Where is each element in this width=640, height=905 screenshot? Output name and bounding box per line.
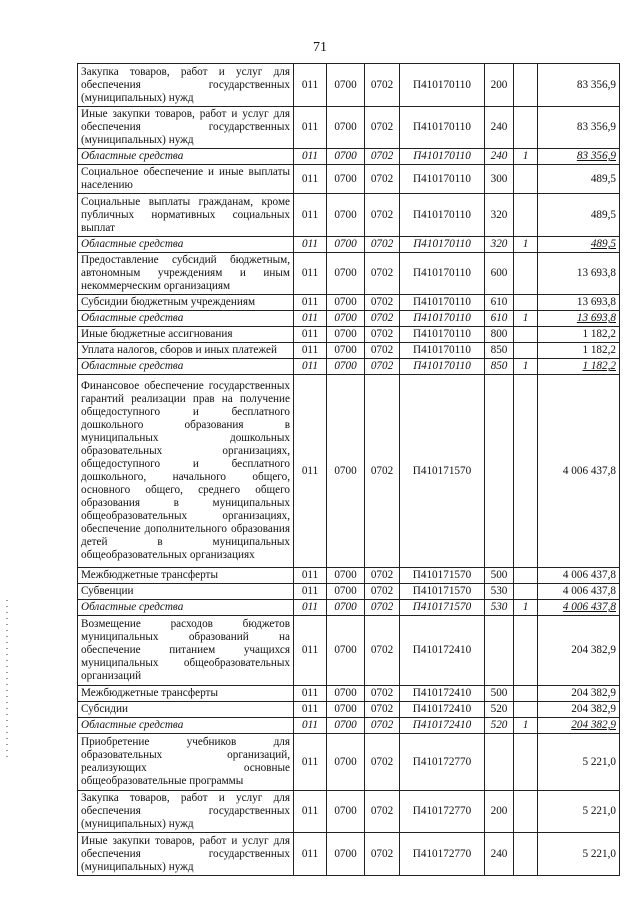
target-article-cell: П410172410 bbox=[400, 718, 485, 734]
source-cell bbox=[514, 64, 538, 107]
row-name-cell: Приобретение учебников для образовательных организаций, реализующих основные общеобразовательные программы bbox=[78, 734, 294, 791]
expense-type-cell bbox=[485, 375, 514, 568]
subsection-code-cell: 0702 bbox=[365, 343, 400, 359]
expense-type-cell: 320 bbox=[485, 194, 514, 237]
amount-cell: 489,5 bbox=[538, 194, 620, 237]
source-cell bbox=[514, 295, 538, 311]
amount-cell: 83 356,9 bbox=[538, 64, 620, 107]
expense-type-cell bbox=[485, 616, 514, 686]
expense-type-cell: 500 bbox=[485, 686, 514, 702]
section-code-cell: 0700 bbox=[327, 833, 365, 876]
section-code-cell: 0700 bbox=[327, 253, 365, 295]
ministry-code-cell: 011 bbox=[294, 718, 327, 734]
source-cell bbox=[514, 584, 538, 600]
source-cell bbox=[514, 327, 538, 343]
amount-cell: 5 221,0 bbox=[538, 791, 620, 833]
subsection-code-cell: 0702 bbox=[365, 359, 400, 375]
source-cell: 1 bbox=[514, 359, 538, 375]
expense-type-cell: 850 bbox=[485, 359, 514, 375]
target-article-cell: П410171570 bbox=[400, 600, 485, 616]
subsection-code-cell: 0702 bbox=[365, 327, 400, 343]
expense-type-cell bbox=[485, 734, 514, 791]
source-cell bbox=[514, 702, 538, 718]
target-article-cell: П410170110 bbox=[400, 359, 485, 375]
target-article-cell: П410172770 bbox=[400, 833, 485, 876]
subsection-code-cell: 0702 bbox=[365, 584, 400, 600]
row-name-cell: Предоставление субсидий бюджетным, автономным учреждениям и иным некоммерческим организациям bbox=[78, 253, 294, 295]
table-body bbox=[78, 64, 620, 876]
section-code-cell: 0700 bbox=[327, 327, 365, 343]
expense-type-cell: 320 bbox=[485, 237, 514, 253]
table-row bbox=[78, 686, 620, 702]
section-code-cell: 0700 bbox=[327, 64, 365, 107]
expense-type-cell: 200 bbox=[485, 791, 514, 833]
expense-type-cell: 610 bbox=[485, 311, 514, 327]
section-code-cell: 0700 bbox=[327, 311, 365, 327]
ministry-code-cell: 011 bbox=[294, 165, 327, 194]
ministry-code-cell: 011 bbox=[294, 311, 327, 327]
table-row bbox=[78, 718, 620, 734]
source-cell bbox=[514, 194, 538, 237]
source-cell bbox=[514, 165, 538, 194]
amount-cell: 83 356,9 bbox=[538, 149, 620, 165]
ministry-code-cell: 011 bbox=[294, 375, 327, 568]
ministry-code-cell: 011 bbox=[294, 194, 327, 237]
table-row bbox=[78, 149, 620, 165]
table-row bbox=[78, 343, 620, 359]
row-name-cell: Иные закупки товаров, работ и услуг для обеспечения государственных (муниципальных) нужд bbox=[78, 107, 294, 149]
target-article-cell: П410172770 bbox=[400, 791, 485, 833]
table-row bbox=[78, 584, 620, 600]
target-article-cell: П410171570 bbox=[400, 584, 485, 600]
row-name-cell: Уплата налогов, сборов и иных платежей bbox=[78, 343, 294, 359]
row-name-cell: Иные закупки товаров, работ и услуг для обеспечения государственных (муниципальных) нужд bbox=[78, 833, 294, 876]
target-article-cell: П410172770 bbox=[400, 734, 485, 791]
subsection-code-cell: 0702 bbox=[365, 194, 400, 237]
row-name-cell: Областные средства bbox=[78, 359, 294, 375]
expense-type-cell: 530 bbox=[485, 600, 514, 616]
subsection-code-cell: 0702 bbox=[365, 833, 400, 876]
section-code-cell: 0700 bbox=[327, 791, 365, 833]
page-number: 71 bbox=[313, 40, 327, 55]
section-code-cell: 0700 bbox=[327, 734, 365, 791]
row-name-cell: Закупка товаров, работ и услуг для обеспечения государственных (муниципальных) нужд bbox=[78, 64, 294, 107]
target-article-cell: П410172410 bbox=[400, 702, 485, 718]
table-row bbox=[78, 600, 620, 616]
amount-cell: 204 382,9 bbox=[538, 702, 620, 718]
section-code-cell: 0700 bbox=[327, 718, 365, 734]
subsection-code-cell: 0702 bbox=[365, 237, 400, 253]
subsection-code-cell: 0702 bbox=[365, 165, 400, 194]
section-code-cell: 0700 bbox=[327, 702, 365, 718]
ministry-code-cell: 011 bbox=[294, 616, 327, 686]
expense-type-cell: 200 bbox=[485, 64, 514, 107]
table-row bbox=[78, 194, 620, 237]
row-name-cell: Социальное обеспечение и иные выплаты населению bbox=[78, 165, 294, 194]
target-article-cell: П410170110 bbox=[400, 327, 485, 343]
subsection-code-cell: 0702 bbox=[365, 734, 400, 791]
row-name-cell: Возмещение расходов бюджетов муниципальных образований на обеспечение питанием учащихся муниципальных общеобразовательных организаций bbox=[78, 616, 294, 686]
row-name-cell: Межбюджетные трансферты bbox=[78, 568, 294, 584]
amount-cell: 13 693,8 bbox=[538, 295, 620, 311]
row-name-cell: Иные бюджетные ассигнования bbox=[78, 327, 294, 343]
amount-cell: 83 356,9 bbox=[538, 107, 620, 149]
section-code-cell: 0700 bbox=[327, 343, 365, 359]
amount-cell: 1 182,2 bbox=[538, 343, 620, 359]
table-row bbox=[78, 295, 620, 311]
ministry-code-cell: 011 bbox=[294, 791, 327, 833]
section-code-cell: 0700 bbox=[327, 584, 365, 600]
subsection-code-cell: 0702 bbox=[365, 253, 400, 295]
expense-type-cell: 240 bbox=[485, 149, 514, 165]
target-article-cell: П410172410 bbox=[400, 686, 485, 702]
subsection-code-cell: 0702 bbox=[365, 616, 400, 686]
subsection-code-cell: 0702 bbox=[365, 568, 400, 584]
row-name-cell: Субсидии бюджетным учреждениям bbox=[78, 295, 294, 311]
table-row bbox=[78, 833, 620, 876]
expense-type-cell: 520 bbox=[485, 718, 514, 734]
section-code-cell: 0700 bbox=[327, 149, 365, 165]
source-cell: 1 bbox=[514, 600, 538, 616]
ministry-code-cell: 011 bbox=[294, 295, 327, 311]
amount-cell: 204 382,9 bbox=[538, 616, 620, 686]
expense-type-cell: 300 bbox=[485, 165, 514, 194]
amount-cell: 204 382,9 bbox=[538, 718, 620, 734]
row-name-cell: Областные средства bbox=[78, 718, 294, 734]
row-name-cell: Субвенции bbox=[78, 584, 294, 600]
source-cell bbox=[514, 833, 538, 876]
row-name-cell: Областные средства bbox=[78, 311, 294, 327]
expense-type-cell: 800 bbox=[485, 327, 514, 343]
expense-type-cell: 850 bbox=[485, 343, 514, 359]
target-article-cell: П410170110 bbox=[400, 237, 485, 253]
subsection-code-cell: 0702 bbox=[365, 149, 400, 165]
ministry-code-cell: 011 bbox=[294, 702, 327, 718]
expense-type-cell: 600 bbox=[485, 253, 514, 295]
row-name-cell: Областные средства bbox=[78, 237, 294, 253]
expense-type-cell: 240 bbox=[485, 107, 514, 149]
table-row bbox=[78, 327, 620, 343]
ministry-code-cell: 011 bbox=[294, 253, 327, 295]
row-name-cell: Областные средства bbox=[78, 600, 294, 616]
subsection-code-cell: 0702 bbox=[365, 718, 400, 734]
section-code-cell: 0700 bbox=[327, 107, 365, 149]
budget-table bbox=[77, 63, 620, 876]
amount-cell: 489,5 bbox=[538, 165, 620, 194]
target-article-cell: П410170110 bbox=[400, 194, 485, 237]
table-row bbox=[78, 702, 620, 718]
table-row bbox=[78, 237, 620, 253]
row-name-cell: Закупка товаров, работ и услуг для обеспечения государственных (муниципальных) нужд bbox=[78, 791, 294, 833]
subsection-code-cell: 0702 bbox=[365, 375, 400, 568]
section-code-cell: 0700 bbox=[327, 616, 365, 686]
subsection-code-cell: 0702 bbox=[365, 295, 400, 311]
amount-cell: 13 693,8 bbox=[538, 253, 620, 295]
ministry-code-cell: 011 bbox=[294, 107, 327, 149]
target-article-cell: П410171570 bbox=[400, 568, 485, 584]
expense-type-cell: 530 bbox=[485, 584, 514, 600]
source-cell: 1 bbox=[514, 237, 538, 253]
expense-type-cell: 520 bbox=[485, 702, 514, 718]
ministry-code-cell: 011 bbox=[294, 64, 327, 107]
table-row bbox=[78, 375, 620, 568]
subsection-code-cell: 0702 bbox=[365, 791, 400, 833]
source-cell bbox=[514, 734, 538, 791]
ministry-code-cell: 011 bbox=[294, 359, 327, 375]
source-cell: 1 bbox=[514, 311, 538, 327]
target-article-cell: П410170110 bbox=[400, 64, 485, 107]
target-article-cell: П410170110 bbox=[400, 311, 485, 327]
table-row bbox=[78, 64, 620, 107]
section-code-cell: 0700 bbox=[327, 359, 365, 375]
source-cell bbox=[514, 343, 538, 359]
source-cell bbox=[514, 616, 538, 686]
ministry-code-cell: 011 bbox=[294, 833, 327, 876]
source-cell bbox=[514, 686, 538, 702]
table-row bbox=[78, 359, 620, 375]
section-code-cell: 0700 bbox=[327, 375, 365, 568]
amount-cell: 13 693,8 bbox=[538, 311, 620, 327]
table-row bbox=[78, 311, 620, 327]
target-article-cell: П410172410 bbox=[400, 616, 485, 686]
target-article-cell: П410170110 bbox=[400, 165, 485, 194]
section-code-cell: 0700 bbox=[327, 237, 365, 253]
binding-holes bbox=[6, 600, 8, 760]
amount-cell: 4 006 437,8 bbox=[538, 600, 620, 616]
source-cell bbox=[514, 253, 538, 295]
ministry-code-cell: 011 bbox=[294, 343, 327, 359]
source-cell bbox=[514, 568, 538, 584]
row-name-cell: Субсидии bbox=[78, 702, 294, 718]
target-article-cell: П410170110 bbox=[400, 107, 485, 149]
subsection-code-cell: 0702 bbox=[365, 686, 400, 702]
ministry-code-cell: 011 bbox=[294, 686, 327, 702]
subsection-code-cell: 0702 bbox=[365, 107, 400, 149]
source-cell bbox=[514, 791, 538, 833]
expense-type-cell: 610 bbox=[485, 295, 514, 311]
target-article-cell: П410170110 bbox=[400, 343, 485, 359]
amount-cell: 4 006 437,8 bbox=[538, 375, 620, 568]
table-row bbox=[78, 253, 620, 295]
row-name-cell: Финансовое обеспечение государственных гарантий реализации прав на получение общедоступного и бесплатного дошкольного образования в муниципальных дошкольных образовательных организациях, общедоступного и бесплатного дошкольного, начального общего, основного общего, среднего общего образования в муниципальных общеобразовательных организациях, обеспечение дополнительного образования детей в муниципальных общеобразовательных организациях bbox=[78, 375, 294, 568]
ministry-code-cell: 011 bbox=[294, 734, 327, 791]
table-row bbox=[78, 165, 620, 194]
row-name-cell: Социальные выплаты гражданам, кроме публичных нормативных социальных выплат bbox=[78, 194, 294, 237]
amount-cell: 4 006 437,8 bbox=[538, 584, 620, 600]
target-article-cell: П410171570 bbox=[400, 375, 485, 568]
target-article-cell: П410170110 bbox=[400, 295, 485, 311]
table-row bbox=[78, 616, 620, 686]
amount-cell: 204 382,9 bbox=[538, 686, 620, 702]
target-article-cell: П410170110 bbox=[400, 149, 485, 165]
row-name-cell: Межбюджетные трансферты bbox=[78, 686, 294, 702]
amount-cell: 1 182,2 bbox=[538, 327, 620, 343]
table-row bbox=[78, 791, 620, 833]
table-row bbox=[78, 734, 620, 791]
section-code-cell: 0700 bbox=[327, 295, 365, 311]
section-code-cell: 0700 bbox=[327, 165, 365, 194]
amount-cell: 4 006 437,8 bbox=[538, 568, 620, 584]
target-article-cell: П410170110 bbox=[400, 253, 485, 295]
amount-cell: 489,5 bbox=[538, 237, 620, 253]
table-row bbox=[78, 107, 620, 149]
source-cell bbox=[514, 375, 538, 568]
section-code-cell: 0700 bbox=[327, 600, 365, 616]
ministry-code-cell: 011 bbox=[294, 149, 327, 165]
subsection-code-cell: 0702 bbox=[365, 311, 400, 327]
ministry-code-cell: 011 bbox=[294, 600, 327, 616]
source-cell: 1 bbox=[514, 149, 538, 165]
table-row bbox=[78, 568, 620, 584]
ministry-code-cell: 011 bbox=[294, 584, 327, 600]
subsection-code-cell: 0702 bbox=[365, 600, 400, 616]
expense-type-cell: 240 bbox=[485, 833, 514, 876]
row-name-cell: Областные средства bbox=[78, 149, 294, 165]
source-cell: 1 bbox=[514, 718, 538, 734]
section-code-cell: 0700 bbox=[327, 568, 365, 584]
amount-cell: 5 221,0 bbox=[538, 734, 620, 791]
expense-type-cell: 500 bbox=[485, 568, 514, 584]
ministry-code-cell: 011 bbox=[294, 237, 327, 253]
amount-cell: 5 221,0 bbox=[538, 833, 620, 876]
section-code-cell: 0700 bbox=[327, 194, 365, 237]
section-code-cell: 0700 bbox=[327, 686, 365, 702]
subsection-code-cell: 0702 bbox=[365, 702, 400, 718]
ministry-code-cell: 011 bbox=[294, 327, 327, 343]
subsection-code-cell: 0702 bbox=[365, 64, 400, 107]
amount-cell: 1 182,2 bbox=[538, 359, 620, 375]
source-cell bbox=[514, 107, 538, 149]
ministry-code-cell: 011 bbox=[294, 568, 327, 584]
